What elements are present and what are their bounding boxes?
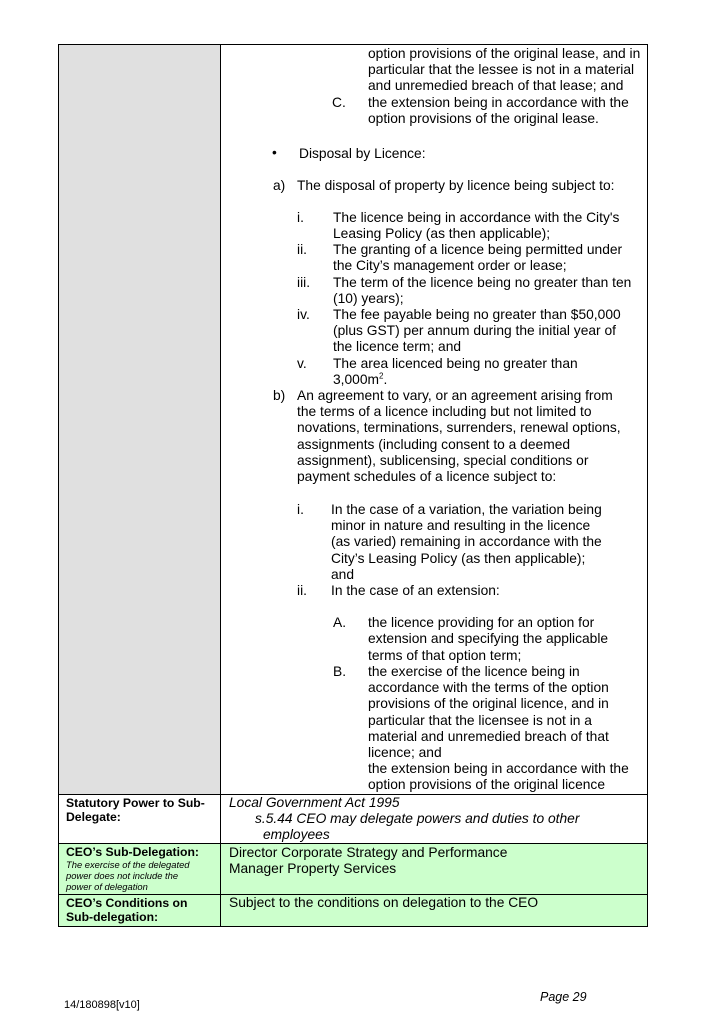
conditions-value: Subject to the conditions on delegation to the CEO [229, 895, 539, 910]
clause-b-line: payment schedules of a licence subject to: [297, 469, 557, 484]
clause-b-line: the terms of a licence including but not limited to [297, 404, 592, 419]
item-marker: i. [297, 502, 304, 517]
item-line: The fee payable being no greater than $50,000 [333, 307, 621, 322]
item-line: extension and specifying the applicable [368, 631, 609, 646]
item-line: the exercise of the licence being in [368, 664, 580, 679]
subdelegation-note-line: The exercise of the delegated [66, 859, 190, 870]
item-line: the licence providing for an option for [368, 615, 595, 630]
item-line: accordance with the terms of the option [368, 680, 609, 695]
item-line: licence; and [368, 745, 442, 760]
page-number: Page 29 [540, 990, 587, 1004]
area-end: . [383, 372, 388, 387]
continued-line: particular that the lessee is not in a material [368, 62, 635, 77]
statutory-act: Local Government Act 1995 [229, 795, 400, 810]
clause-marker-a: a) [273, 178, 286, 193]
item-marker: ii. [297, 242, 307, 257]
item-marker: ii. [297, 583, 307, 598]
clause-b-line: assignment), sublicensing, special conditions or [297, 453, 589, 468]
subdelegation-note-line: power does not include the [66, 870, 179, 881]
item-line: material and unremedied breach of that [368, 729, 609, 744]
item-line: City’s Leasing Policy (as then applicable); [331, 551, 586, 566]
item-line: terms of that option term; [368, 648, 522, 663]
item-line: The area licenced being no greater than [333, 356, 578, 371]
item-marker: A. [333, 615, 347, 630]
subdelegate-name: Director Corporate Strategy and Performance [229, 845, 508, 860]
item-line: The term of the licence being no greater than ten [333, 275, 632, 290]
statutory-section-cont: employees [263, 827, 330, 842]
statutory-section: s.5.44 CEO may delegate powers and duties to other [255, 811, 580, 826]
item-line: The licence being in accordance with the City's [333, 210, 620, 225]
subdelegate-name: Manager Property Services [229, 861, 397, 876]
item-marker: B. [333, 664, 347, 679]
area-value: 3,000m [333, 372, 380, 387]
item-line: In the case of a variation, the variation being [331, 502, 602, 517]
item-marker: i. [297, 210, 304, 225]
item-line: The granting of a licence being permitted under [333, 242, 623, 257]
statutory-label-line: Delegate: [66, 810, 121, 824]
clause-marker-b: b) [273, 388, 286, 403]
item-line: the City’s management order or lease; [333, 258, 567, 273]
bullet-icon: • [272, 145, 277, 160]
clause-b-line: An agreement to vary, or an agreement arising from [297, 388, 613, 403]
item-line: provisions of the original licence, and in [368, 696, 609, 711]
item-line: (plus GST) per annum during the initial year of [333, 323, 616, 338]
item-line: (as varied) remaining in accordance with the [331, 534, 602, 549]
item-line: minor in nature and resulting in the licence [331, 518, 591, 533]
clause-b-line: assignments (including consent to a deemed [297, 437, 571, 452]
item-marker-c: C. [332, 95, 346, 110]
item-line: Leasing Policy (as then applicable); [333, 226, 551, 241]
item-line: particular that the licensee is not in a [368, 713, 592, 728]
statutory-label-line: Statutory Power to Sub- [66, 796, 205, 810]
section-heading-licence: Disposal by Licence: [299, 146, 426, 161]
item-marker: v. [297, 356, 307, 371]
clause-a-text: The disposal of property by licence being subject to: [297, 178, 615, 193]
subdelegation-note-line: power of delegation [66, 881, 148, 892]
conditions-label-line: CEO’s Conditions on [66, 896, 188, 910]
continued-line: option provisions of the original lease, and in [368, 46, 641, 61]
item-line: the licence term; and [333, 339, 462, 354]
continued-line: option provisions of the original lease. [368, 111, 599, 126]
area-superscript: 2 [379, 371, 384, 381]
item-line: In the case of an extension: [331, 583, 500, 598]
item-line: and [331, 567, 355, 582]
continued-line: and unremedied breach of that lease; and [368, 78, 624, 93]
area-value-line [333, 372, 387, 388]
item-marker: iv. [297, 307, 310, 322]
document-reference: 14/180898[v10] [64, 999, 140, 1011]
item-line: option provisions of the original licence [368, 777, 605, 792]
continued-line: the extension being in accordance with the [368, 95, 629, 110]
item-line: the extension being in accordance with the [368, 761, 629, 776]
clause-b-line: novations, terminations, surrenders, renewal options, [297, 420, 621, 435]
subdelegation-label: CEO’s Sub-Delegation: [66, 845, 199, 859]
item-marker: iii. [297, 275, 311, 290]
item-line: (10) years); [333, 291, 404, 306]
conditions-label-line: Sub-delegation: [66, 910, 159, 924]
row-divider [58, 843, 648, 844]
